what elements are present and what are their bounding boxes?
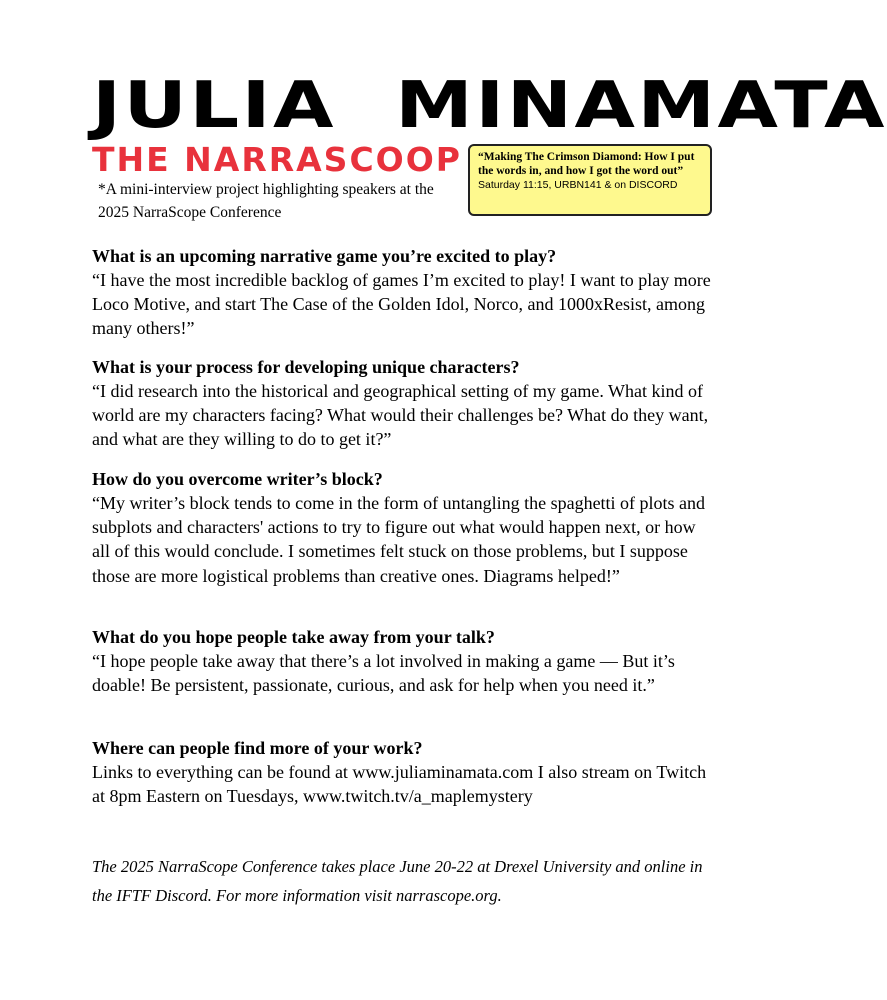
talk-title: “Making The Crimson Diamond: How I put the words in, and how I got the word out” <box>478 151 695 177</box>
qa-item-4 <box>92 625 712 697</box>
answer: “I hope people take away that there’s a lot involved in making a game — But it’s doable! Be persistent, passionate, curious, and ask for help when you need it.” <box>92 651 675 696</box>
speaker-name: JULIA MINAMATA <box>92 69 887 143</box>
series-blurb: *A mini-interview project highlighting speakers at the 2025 NarraScope Conference <box>98 181 434 221</box>
talk-schedule: Saturday 11:15, URBN141 & on DISCORD <box>478 179 678 191</box>
answer: “My writer’s block tends to come in the form of untangling the spaghetti of plots and subplots and characters' actions to try to figure out what would happen next, or how all of this would conclude. I sometimes felt stuck on those problems, but I suppose those are more logistical problems than creative ones. Diagrams helped!” <box>92 493 706 586</box>
question: What is your process for developing unique characters? <box>92 357 520 377</box>
qa-item-5 <box>92 736 712 808</box>
answer: Links to everything can be found at www.juliaminamata.com I also stream on Twitch at 8pm Eastern on Tuesdays, www.twitch.tv/a_maplemystery <box>92 762 707 807</box>
series-title: THE NARRASCOOP <box>92 140 462 179</box>
question: What is an upcoming narrative game you’re excited to play? <box>92 246 557 266</box>
qa-item-3 <box>92 467 712 588</box>
answer: “I did research into the historical and geographical setting of my game. What kind of world are my characters facing? What would their challenges be? What do they want, and what are they willing to do to get it?” <box>92 381 709 450</box>
question: What do you hope people take away from your talk? <box>92 627 495 647</box>
question: How do you overcome writer’s block? <box>92 469 383 489</box>
answer: “I have the most incredible backlog of games I’m excited to play! I want to play more Loco Motive, and start The Case of the Golden Idol, Norco, and 1000xResist, among many others!” <box>92 270 711 339</box>
talk-info-box <box>468 144 712 216</box>
question: Where can people find more of your work? <box>92 738 423 758</box>
conference-footer: The 2025 NarraScope Conference takes place June 20-22 at Drexel University and online in the IFTF Discord. For more information visit narrascope.org. <box>92 857 703 905</box>
qa-item-2 <box>92 355 712 452</box>
qa-item-1 <box>92 244 712 341</box>
